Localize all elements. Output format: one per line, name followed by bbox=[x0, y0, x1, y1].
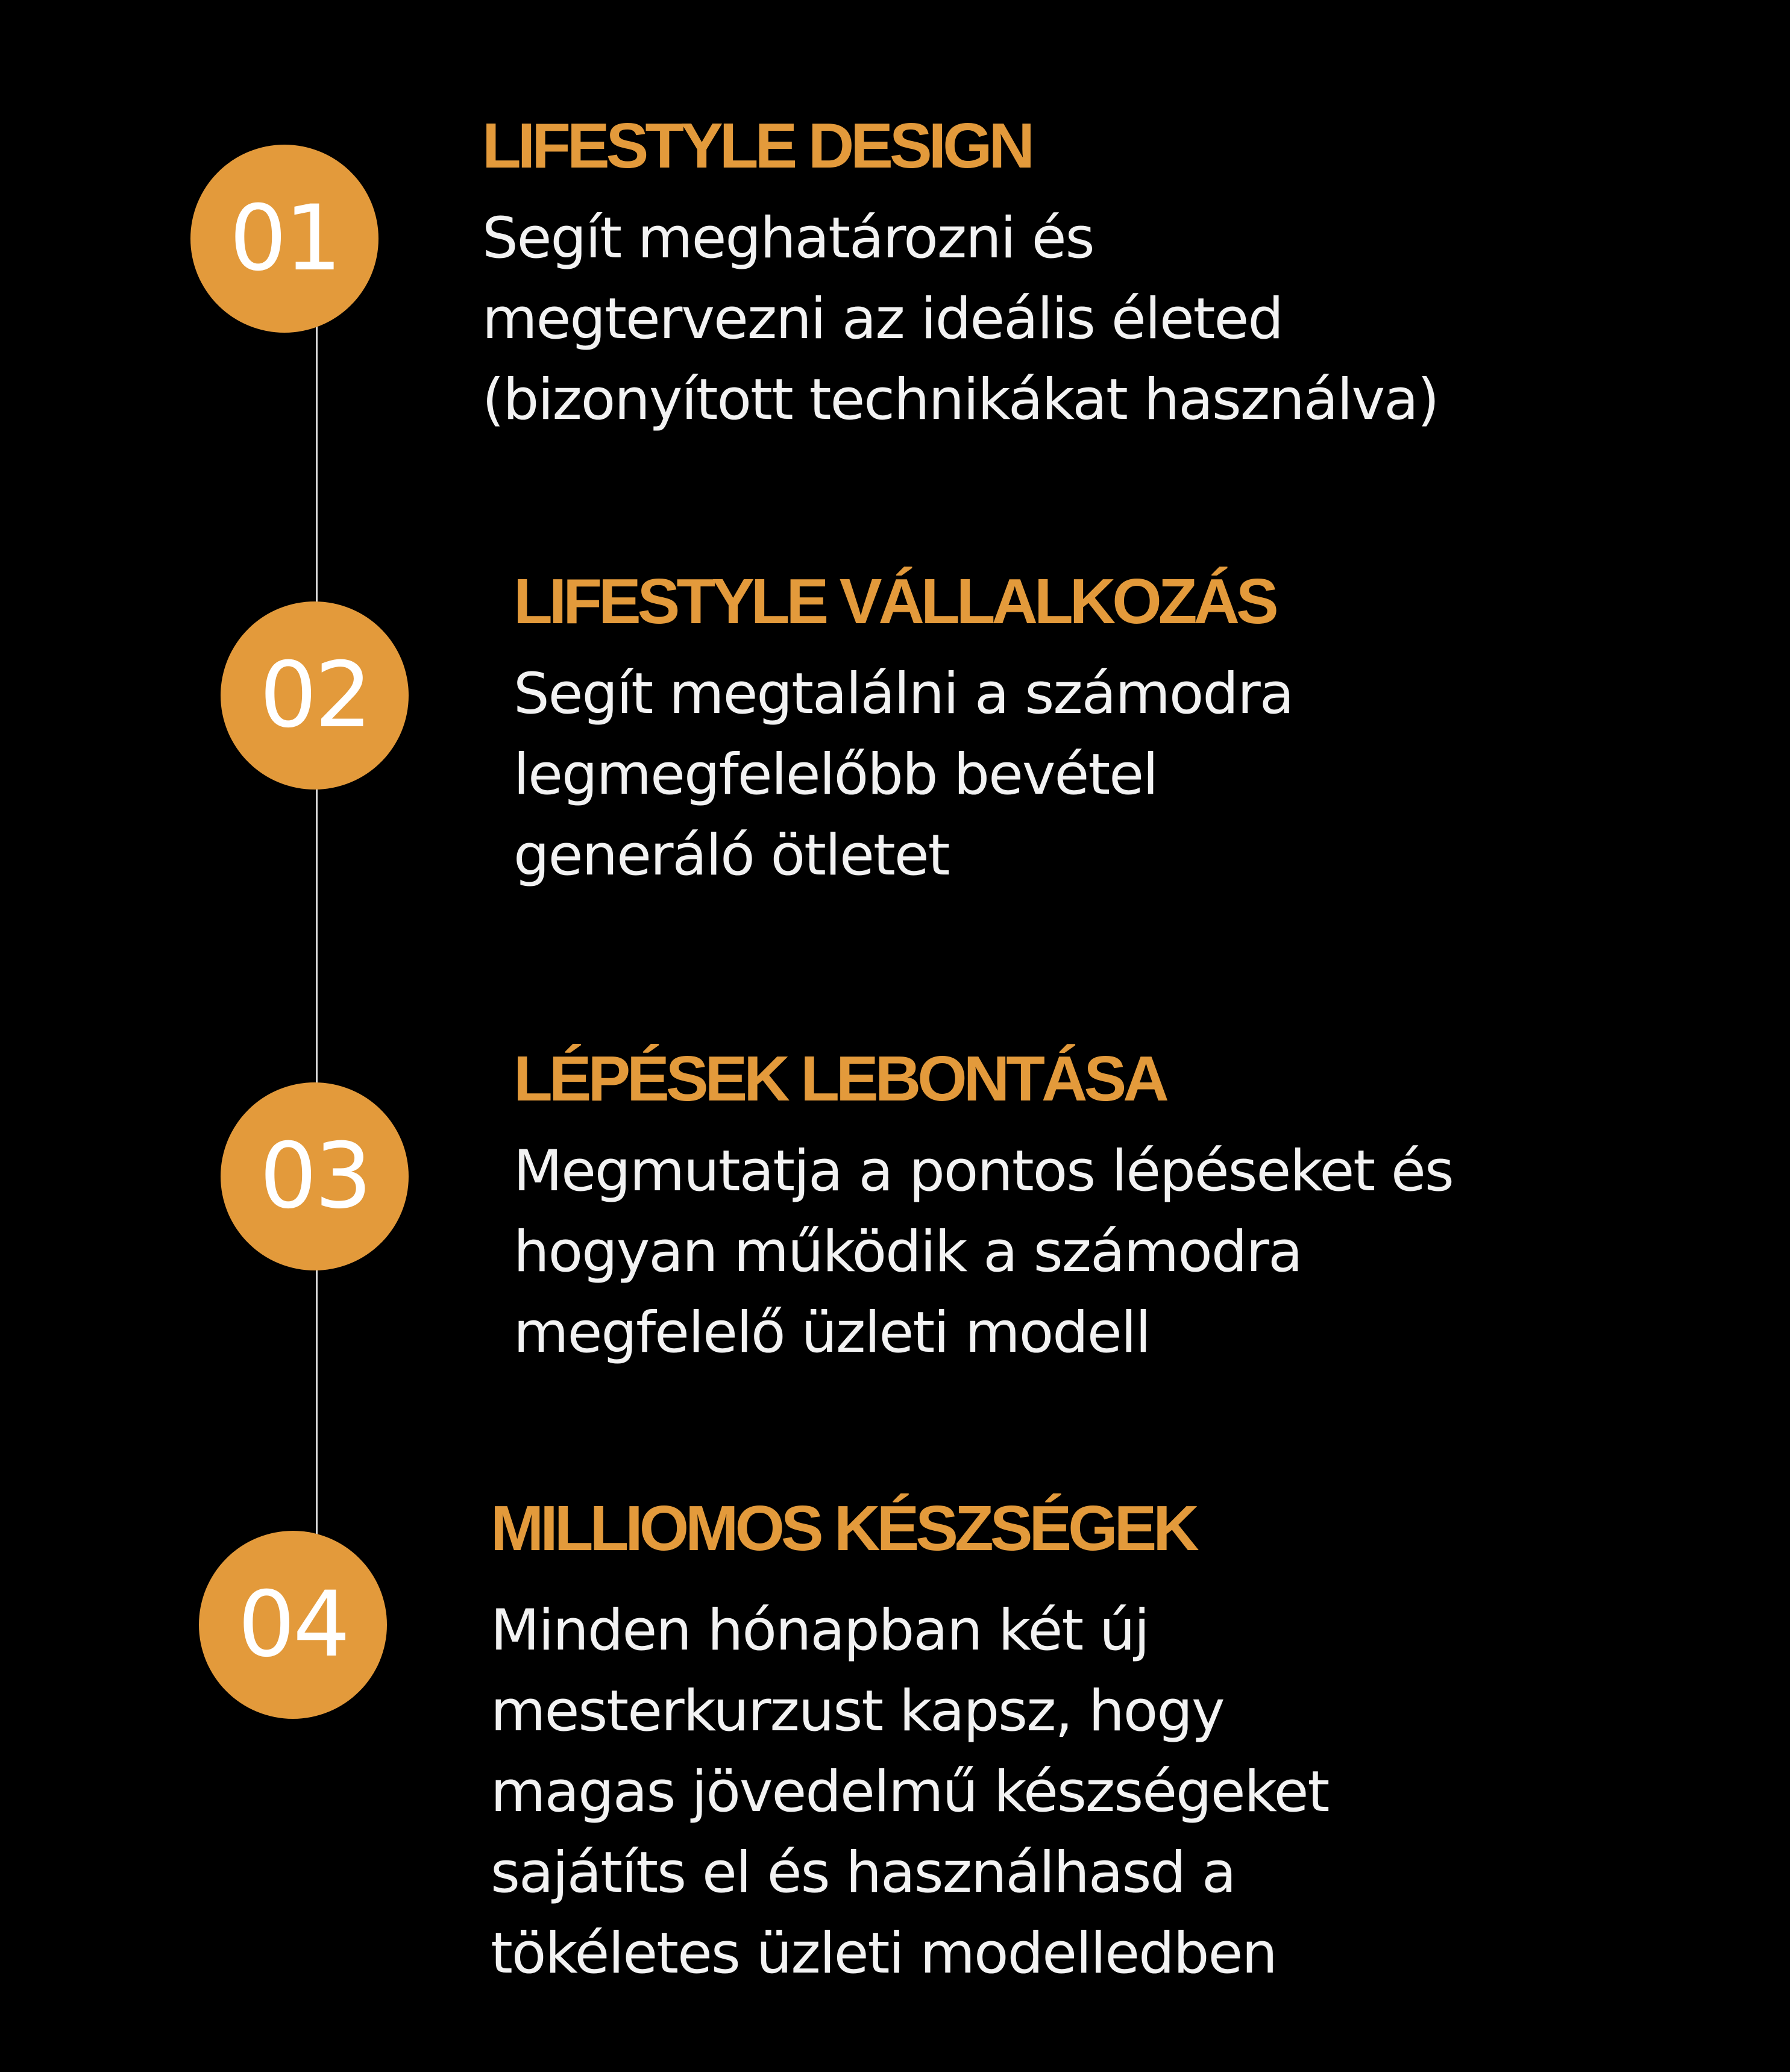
step-4-line-2: mesterkurzust kapsz, hogy bbox=[491, 1678, 1224, 1744]
step-4-text bbox=[491, 1493, 1515, 1994]
step-1-text bbox=[482, 111, 1507, 441]
step-4-line-3: magas jövedelmű készségeket bbox=[491, 1759, 1329, 1825]
step-4-number: 04 bbox=[237, 1572, 348, 1677]
step-1-number: 01 bbox=[229, 186, 340, 291]
step-2-line-2: legmegfelelőbb bevétel bbox=[513, 741, 1158, 808]
step-4-description bbox=[491, 1590, 1515, 1994]
step-3-line-1: Megmutatja a pontos lépéseket és bbox=[513, 1138, 1453, 1204]
step-1-title: LIFESTYLE DESIGN bbox=[482, 110, 1032, 181]
step-3-line-2: hogyan működik a számodra bbox=[513, 1219, 1302, 1285]
step-4-line-4: sajátíts el és használhasd a bbox=[491, 1839, 1236, 1906]
step-3-number: 03 bbox=[259, 1124, 370, 1229]
step-3-title: LÉPÉSEK LEBONTÁSA bbox=[513, 1043, 1166, 1114]
step-1-line-2: megtervezni az ideális életed bbox=[482, 286, 1283, 352]
step-1-line-1: Segít meghatározni és bbox=[482, 205, 1094, 271]
step-3-description bbox=[513, 1131, 1538, 1373]
step-1-line-3: (bizonyított technikákat használva) bbox=[482, 366, 1439, 433]
step-4-title: MILLIOMOS KÉSZSÉGEK bbox=[491, 1493, 1196, 1564]
step-2-text bbox=[513, 567, 1538, 896]
step-2-badge bbox=[221, 601, 409, 790]
step-1-description bbox=[482, 198, 1507, 441]
step-2-line-3: generáló ötletet bbox=[513, 822, 949, 888]
step-4-badge bbox=[199, 1531, 387, 1719]
step-1-badge bbox=[190, 145, 378, 333]
step-2-description bbox=[513, 654, 1538, 896]
step-2-line-1: Segít megtalálni a számodra bbox=[513, 661, 1293, 727]
step-2-title: LIFESTYLE VÁLLALKOZÁS bbox=[513, 566, 1275, 637]
step-3-text bbox=[513, 1044, 1538, 1373]
timeline-connector-line bbox=[316, 325, 318, 1543]
step-2-number: 02 bbox=[259, 643, 370, 748]
step-4-line-5: tökéletes üzleti modelledben bbox=[491, 1920, 1277, 1986]
step-3-line-3: megfelelő üzleti modell bbox=[513, 1299, 1150, 1366]
step-3-badge bbox=[221, 1082, 409, 1270]
step-4-line-1: Minden hónapban két új bbox=[491, 1597, 1149, 1663]
